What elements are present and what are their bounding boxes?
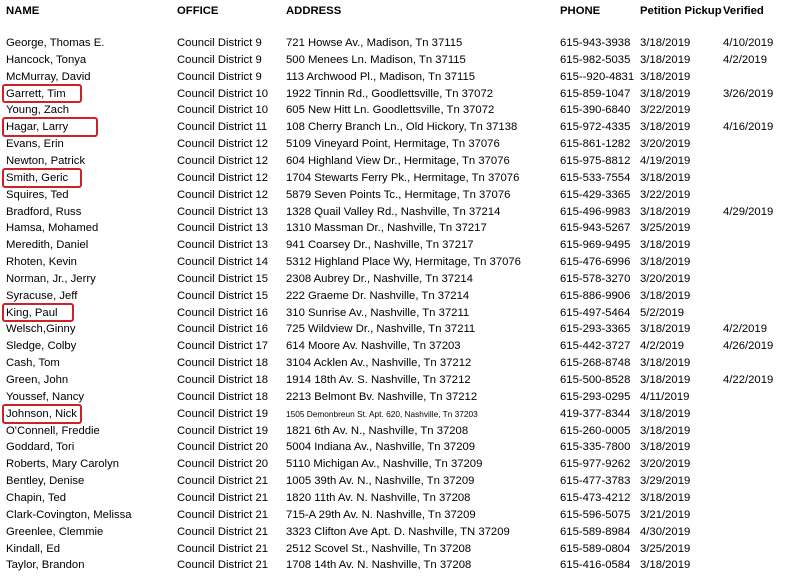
cell-phone: 615-335-7800 <box>560 441 631 454</box>
table-row <box>0 288 794 305</box>
cell-pickup: 3/18/2019 <box>640 53 691 66</box>
cell-address: 3323 Clifton Ave Apt. D. Nashville, TN 37209 <box>286 525 510 538</box>
cell-phone: 615-975-8812 <box>560 154 631 167</box>
cell-pickup: 3/18/2019 <box>640 357 691 370</box>
table-row <box>0 338 794 355</box>
cell-phone: 615-533-7554 <box>560 171 631 184</box>
cell-pickup: 3/18/2019 <box>640 374 691 386</box>
cell-name: King, Paul <box>6 306 58 319</box>
cell-address: 604 Highland View Dr., Hermitage, Tn 37076 <box>286 154 510 167</box>
cell-name: Roberts, Mary Carolyn <box>6 458 120 471</box>
cell-pickup: 3/20/2019 <box>640 138 691 151</box>
cell-name: Cash, Tom <box>6 357 60 370</box>
cell-pickup: 3/18/2019 <box>640 121 691 134</box>
cell-office: Council District 11 <box>177 121 268 134</box>
cell-address: 941 Coarsey Dr., Nashville, Tn 37217 <box>286 239 474 252</box>
cell-name: Green, John <box>6 374 69 386</box>
cell-phone: 615-442-3727 <box>560 340 631 353</box>
cell-name: McMurray, David <box>6 70 91 83</box>
table-row <box>0 35 794 52</box>
cell-name: Bradford, Russ <box>6 205 82 218</box>
cell-office: Council District 13 <box>177 205 269 218</box>
cell-address: 5312 Highland Place Wy, Hermitage, Tn 37076 <box>286 256 521 269</box>
cell-name: Garrett, Tim <box>6 87 66 100</box>
table-row <box>0 254 794 271</box>
cell-phone: 615-969-9495 <box>560 239 631 252</box>
cell-pickup: 3/18/2019 <box>640 441 691 454</box>
cell-pickup: 3/18/2019 <box>640 37 691 49</box>
cell-pickup: 3/18/2019 <box>640 87 691 100</box>
table-row <box>0 557 794 574</box>
cell-name: Welsch,Ginny <box>6 323 76 336</box>
cell-office: Council District 14 <box>177 256 269 269</box>
cell-phone: 615-293-0295 <box>560 390 631 403</box>
cell-address: 1922 Tinnin Rd., Goodlettsville, Tn 37072 <box>286 87 494 100</box>
cell-address: 1820 11th Av. N. Nashville, Tn 37208 <box>286 491 471 504</box>
cell-name: Young, Zach <box>6 104 70 117</box>
cell-office: Council District 9 <box>177 70 262 83</box>
cell-phone: 615-578-3270 <box>560 272 631 285</box>
cell-verified: 4/2/2019 <box>723 323 767 336</box>
cell-address: 1328 Quail Valley Rd., Nashville, Tn 37214 <box>286 205 501 218</box>
cell-pickup: 3/22/2019 <box>640 188 691 201</box>
cell-address: 108 Cherry Branch Ln., Old Hickory, Tn 37138 <box>286 121 518 134</box>
cell-name: Kindall, Ed <box>6 542 61 555</box>
table-row <box>0 204 794 221</box>
header-name: NAME <box>6 5 40 17</box>
cell-pickup: 3/25/2019 <box>640 222 691 235</box>
table-row <box>0 86 794 103</box>
table-row <box>0 119 794 136</box>
cell-phone: 615-429-3365 <box>560 188 631 201</box>
cell-phone: 615-589-0804 <box>560 542 631 555</box>
cell-phone: 615-390-6840 <box>560 104 631 117</box>
header-petition-pickup: Petition Pickup <box>640 5 722 17</box>
cell-phone: 615-596-5075 <box>560 508 631 521</box>
table-row <box>0 507 794 524</box>
table-row <box>0 321 794 338</box>
cell-name: Taylor, Brandon <box>6 559 85 572</box>
cell-address: 2308 Aubrey Dr., Nashville, Tn 37214 <box>286 272 473 285</box>
cell-name: Youssef, Nancy <box>6 390 85 403</box>
cell-pickup: 3/20/2019 <box>640 272 691 285</box>
cell-office: Council District 16 <box>177 306 269 319</box>
cell-address: 5110 Michigan Av., Nashville, Tn 37209 <box>286 458 483 471</box>
cell-pickup: 3/18/2019 <box>640 559 691 572</box>
cell-pickup: 3/25/2019 <box>640 542 691 555</box>
cell-office: Council District 9 <box>177 53 262 66</box>
table-row <box>0 170 794 187</box>
cell-address: 1708 14th Av. N. Nashville, Tn 37208 <box>286 559 472 572</box>
cell-phone: 615-943-3938 <box>560 37 631 49</box>
header-row <box>0 2 794 20</box>
table-row <box>0 69 794 86</box>
cell-office: Council District 21 <box>177 475 269 488</box>
cell-name: Hagar, Larry <box>6 121 69 134</box>
cell-name: Newton, Patrick <box>6 154 86 167</box>
cell-phone: 615-972-4335 <box>560 121 631 134</box>
cell-phone: 615-982-5035 <box>560 53 631 66</box>
cell-phone: 615-497-5464 <box>560 306 631 319</box>
cell-name: Evans, Erin <box>6 138 64 151</box>
cell-phone: 615-476-6996 <box>560 256 631 269</box>
cell-address: 1005 39th Av. N., Nashville, Tn 37209 <box>286 475 475 488</box>
cell-office: Council District 18 <box>177 357 269 370</box>
cell-address: 1914 18th Av. S. Nashville, Tn 37212 <box>286 374 471 386</box>
cell-address: 310 Sunrise Av., Nashville, Tn 37211 <box>286 306 470 319</box>
table-row <box>0 389 794 406</box>
cell-phone: 615-859-1047 <box>560 87 631 100</box>
cell-office: Council District 13 <box>177 222 269 235</box>
cell-pickup: 3/18/2019 <box>640 424 691 437</box>
cell-name: Greenlee, Clemmie <box>6 525 104 538</box>
cell-office: Council District 19 <box>177 424 269 437</box>
cell-office: Council District 18 <box>177 374 269 386</box>
cell-name: O'Connell, Freddie <box>6 424 100 437</box>
cell-office: Council District 18 <box>177 390 269 403</box>
cell-office: Council District 17 <box>177 340 269 353</box>
cell-address: 222 Graeme Dr. Nashville, Tn 37214 <box>286 289 470 302</box>
cell-office: Council District 12 <box>177 138 269 151</box>
cell-address: 721 Howse Av., Madison, Tn 37115 <box>286 37 463 49</box>
cell-address: 5109 Vineyard Point, Hermitage, Tn 37076 <box>286 138 500 151</box>
cell-name: Rhoten, Kevin <box>6 256 77 269</box>
cell-address: 715-A 29th Av. N. Nashville, Tn 37209 <box>286 508 476 521</box>
table-row <box>0 541 794 558</box>
cell-office: Council District 16 <box>177 323 269 336</box>
cell-phone: 615-293-3365 <box>560 323 631 336</box>
table-row <box>0 524 794 541</box>
table-row <box>0 153 794 170</box>
cell-phone: 615-943-5267 <box>560 222 631 235</box>
cell-name: Goddard, Tori <box>6 441 75 454</box>
cell-name: Chapin, Ted <box>6 491 67 504</box>
cell-pickup: 5/2/2019 <box>640 306 684 319</box>
cell-verified: 3/26/2019 <box>723 87 774 100</box>
cell-office: Council District 20 <box>177 458 269 471</box>
cell-pickup: 4/19/2019 <box>640 154 691 167</box>
cell-office: Council District 21 <box>177 508 269 521</box>
table-row <box>0 52 794 69</box>
cell-pickup: 4/30/2019 <box>640 525 691 538</box>
cell-pickup: 3/18/2019 <box>640 491 691 504</box>
cell-pickup: 3/18/2019 <box>640 323 691 336</box>
cell-pickup: 3/18/2019 <box>640 239 691 252</box>
cell-address: 5879 Seven Points Tc., Hermitage, Tn 37076 <box>286 188 511 201</box>
cell-address: 614 Moore Av. Nashville, Tn 37203 <box>286 340 461 353</box>
cell-phone: 615-416-0584 <box>560 559 631 572</box>
header-verified: Verified <box>723 5 764 17</box>
cell-address: 1310 Massman Dr., Nashville, Tn 37217 <box>286 222 487 235</box>
cell-phone: 419-377-8344 <box>560 407 631 420</box>
header-phone: PHONE <box>560 5 601 17</box>
cell-phone: 615-260-0005 <box>560 424 631 437</box>
cell-name: George, Thomas E. <box>6 37 105 49</box>
cell-pickup: 3/18/2019 <box>640 70 691 83</box>
table-row <box>0 136 794 153</box>
cell-office: Council District 15 <box>177 272 269 285</box>
cell-pickup: 4/2/2019 <box>640 340 684 353</box>
table-row <box>0 187 794 204</box>
cell-office: Council District 12 <box>177 188 269 201</box>
cell-office: Council District 12 <box>177 154 269 167</box>
table-row <box>0 406 794 423</box>
cell-phone: 615-886-9906 <box>560 289 631 302</box>
header-address: ADDRESS <box>286 5 342 17</box>
cell-address: 605 New Hitt Ln. Goodlettsville, Tn 37072 <box>286 104 495 117</box>
table-row <box>0 372 794 389</box>
table-row <box>0 102 794 119</box>
cell-pickup: 4/11/2019 <box>640 390 690 403</box>
cell-name: Smith, Geric <box>6 171 69 184</box>
cell-address: 1704 Stewarts Ferry Pk., Hermitage, Tn 37076 <box>286 171 520 184</box>
cell-office: Council District 9 <box>177 37 262 49</box>
cell-phone: 615-589-8984 <box>560 525 631 538</box>
cell-pickup: 3/18/2019 <box>640 256 691 269</box>
cell-phone: 615-496-9983 <box>560 205 631 218</box>
cell-address: 3104 Acklen Av., Nashville, Tn 37212 <box>286 357 472 370</box>
cell-address: 2512 Scovel St., Nashville, Tn 37208 <box>286 542 472 555</box>
cell-office: Council District 20 <box>177 441 269 454</box>
table-row <box>0 439 794 456</box>
cell-address: 1505 Demonbreun St. Apt. 620, Nashville, Tn 37203 <box>286 408 478 419</box>
cell-pickup: 3/18/2019 <box>640 289 691 302</box>
cell-pickup: 3/22/2019 <box>640 104 691 117</box>
cell-office: Council District 21 <box>177 542 269 555</box>
cell-name: Sledge, Colby <box>6 340 77 353</box>
table-row <box>0 490 794 507</box>
cell-address: 1821 6th Av. N., Nashville, Tn 37208 <box>286 424 469 437</box>
table-row <box>0 423 794 440</box>
cell-address: 725 Wildview Dr., Nashville, Tn 37211 <box>286 323 476 336</box>
cell-pickup: 3/18/2019 <box>640 171 691 184</box>
cell-verified: 4/10/2019 <box>723 37 774 49</box>
cell-phone: 615-473-4212 <box>560 491 631 504</box>
cell-name: Squires, Ted <box>6 188 69 201</box>
table-row <box>0 220 794 237</box>
cell-office: Council District 15 <box>177 289 269 302</box>
cell-office: Council District 10 <box>177 87 269 100</box>
cell-name: Bentley, Denise <box>6 475 85 488</box>
cell-phone: 615--920-4831 <box>560 70 635 83</box>
cell-phone: 615-500-8528 <box>560 374 631 386</box>
cell-name: Clark-Covington, Melissa <box>6 508 132 521</box>
cell-verified: 4/2/2019 <box>723 53 767 66</box>
table-row <box>0 271 794 288</box>
cell-office: Council District 21 <box>177 525 269 538</box>
cell-phone: 615-477-3783 <box>560 475 631 488</box>
cell-name: Meredith, Daniel <box>6 239 89 252</box>
cell-pickup: 3/18/2019 <box>640 205 691 218</box>
cell-pickup: 3/29/2019 <box>640 475 691 488</box>
cell-office: Council District 10 <box>177 104 269 117</box>
cell-name: Johnson, Nick <box>6 407 77 420</box>
cell-verified: 4/16/2019 <box>723 121 774 134</box>
cell-pickup: 3/21/2019 <box>640 508 691 521</box>
cell-address: 500 Menees Ln. Madison, Tn 37115 <box>286 53 466 66</box>
header-office: OFFICE <box>177 5 219 17</box>
cell-verified: 4/29/2019 <box>723 205 774 218</box>
cell-name: Hancock, Tonya <box>6 53 87 66</box>
cell-office: Council District 12 <box>177 171 269 184</box>
cell-verified: 4/26/2019 <box>723 340 774 353</box>
cell-name: Hamsa, Mohamed <box>6 222 99 235</box>
cell-office: Council District 13 <box>177 239 269 252</box>
cell-office: Council District 21 <box>177 491 269 504</box>
table-row <box>0 355 794 372</box>
table-row <box>0 237 794 254</box>
cell-pickup: 3/20/2019 <box>640 458 691 471</box>
cell-pickup: 3/18/2019 <box>640 407 691 420</box>
cell-address: 5004 Indiana Av., Nashville, Tn 37209 <box>286 441 476 454</box>
table-row <box>0 473 794 490</box>
table-row <box>0 456 794 473</box>
cell-phone: 615-861-1282 <box>560 138 631 151</box>
cell-phone: 615-977-9262 <box>560 458 631 471</box>
cell-name: Syracuse, Jeff <box>6 289 78 302</box>
cell-verified: 4/22/2019 <box>723 374 774 386</box>
table-row <box>0 305 794 322</box>
cell-address: 113 Archwood Pl., Madison, Tn 37115 <box>286 70 476 83</box>
cell-office: Council District 21 <box>177 559 269 572</box>
cell-name: Norman, Jr., Jerry <box>6 272 96 285</box>
cell-office: Council District 19 <box>177 407 269 420</box>
cell-address: 2213 Belmont Bv. Nashville, Tn 37212 <box>286 390 478 403</box>
cell-phone: 615-268-8748 <box>560 357 631 370</box>
